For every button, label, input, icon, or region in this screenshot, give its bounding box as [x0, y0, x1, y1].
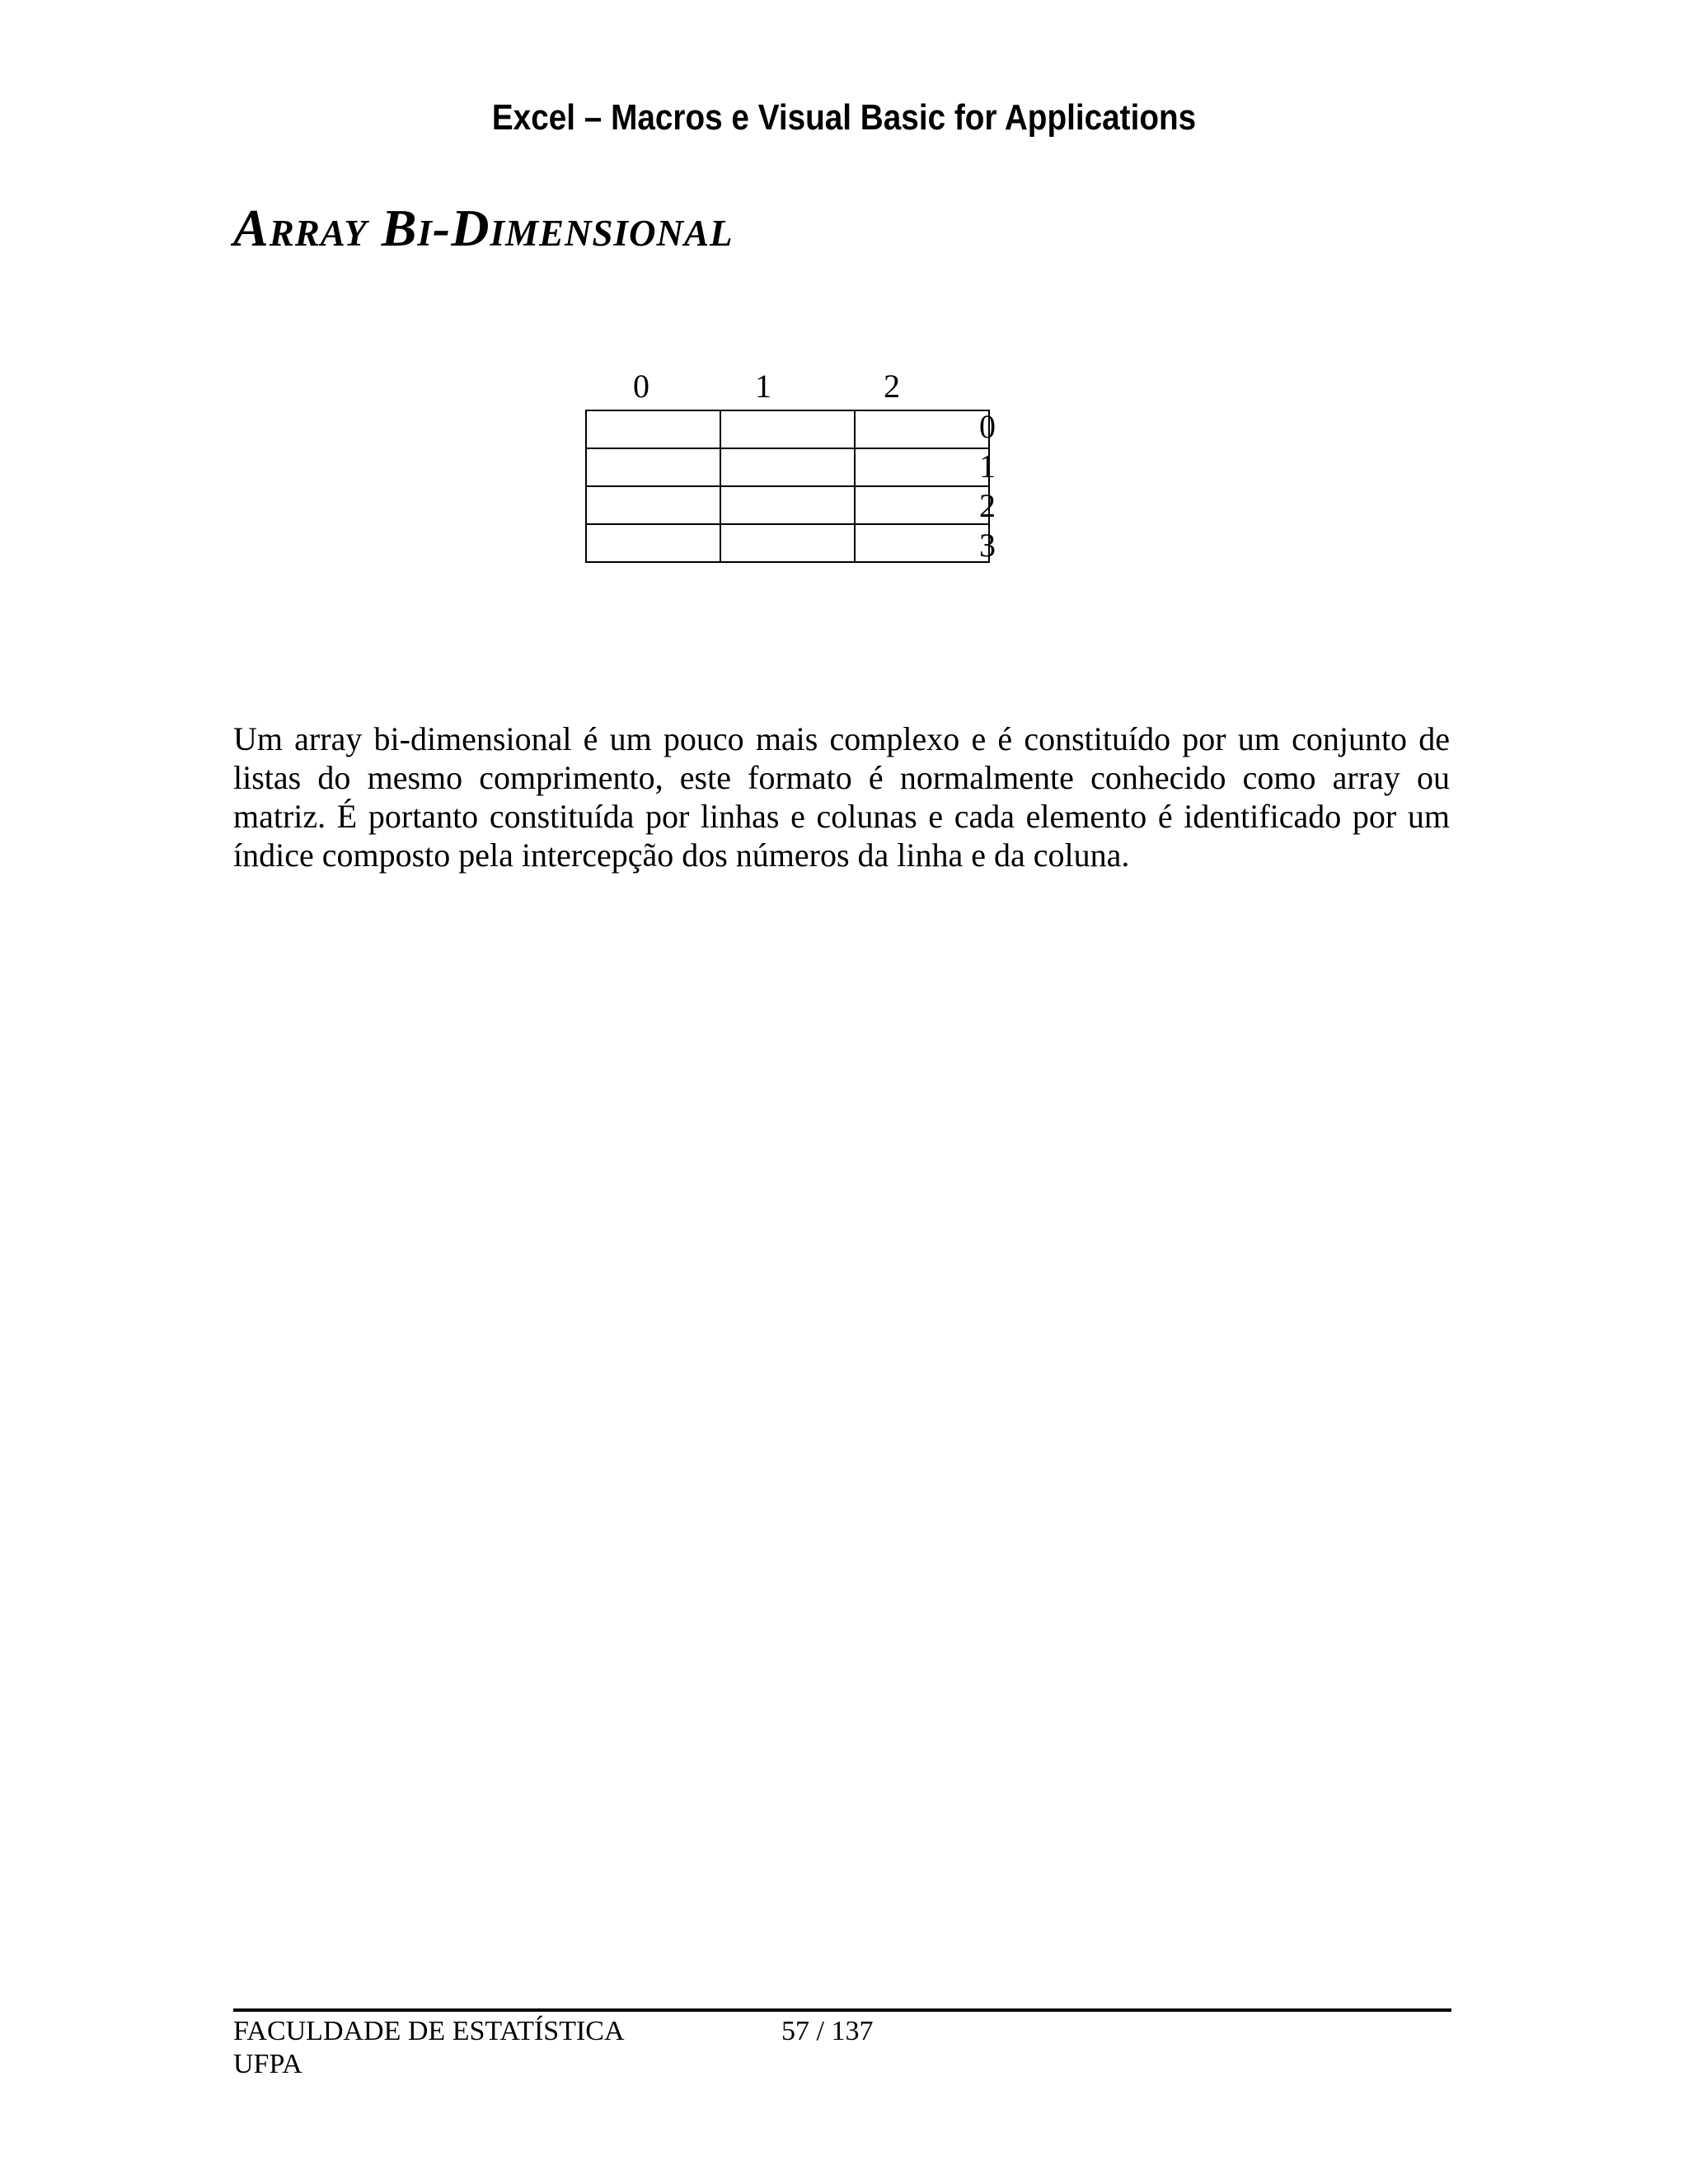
- footer-page-number: 57 / 137: [781, 2016, 874, 2046]
- column-index-2: 2: [884, 368, 900, 405]
- row-index-1: 1: [979, 448, 996, 485]
- section-title: Array Bi-Dimensional: [233, 199, 734, 257]
- grid-cell: [855, 448, 989, 486]
- grid-cell: [586, 524, 720, 562]
- row-index-3: 3: [979, 527, 996, 564]
- footer-divider: [233, 2008, 1451, 2012]
- grid-cell: [720, 410, 855, 448]
- grid-row: [586, 410, 989, 448]
- footer-organization: [233, 2015, 625, 2081]
- array-diagram: [577, 367, 1039, 581]
- row-index-0: 0: [979, 408, 996, 445]
- array-grid: [585, 410, 990, 563]
- grid-cell: [855, 524, 989, 562]
- page-header-title: Excel – Macros e Visual Basic for Applications: [491, 97, 1197, 138]
- column-index-1: 1: [755, 368, 771, 405]
- grid-row: [586, 486, 989, 524]
- row-index-2: 2: [979, 487, 996, 524]
- grid-cell: [720, 448, 855, 486]
- column-index-0: 0: [633, 368, 649, 405]
- grid-cell: [586, 486, 720, 524]
- grid-cell: [586, 410, 720, 448]
- grid-row: [586, 448, 989, 486]
- grid-row: [586, 524, 989, 562]
- grid-cell: [586, 448, 720, 486]
- footer-org-line-2: UFPA: [233, 2049, 302, 2079]
- grid-cell: [720, 524, 855, 562]
- footer-org-line-1: FACULDADE DE ESTATÍSTICA: [233, 2016, 625, 2046]
- grid-cell: [720, 486, 855, 524]
- grid-cell: [855, 486, 989, 524]
- body-paragraph: Um array bi-dimensional é um pouco mais complexo e é constituído por um conjunto de listas do mesmo comprimento, este formato é normalmente conhecido como array ou matriz. É portanto constituída por linhas e colunas e cada elemento é identificado por um índice composto pela intercepção dos números da linha e da coluna.: [233, 720, 1450, 874]
- grid-cell: [855, 410, 989, 448]
